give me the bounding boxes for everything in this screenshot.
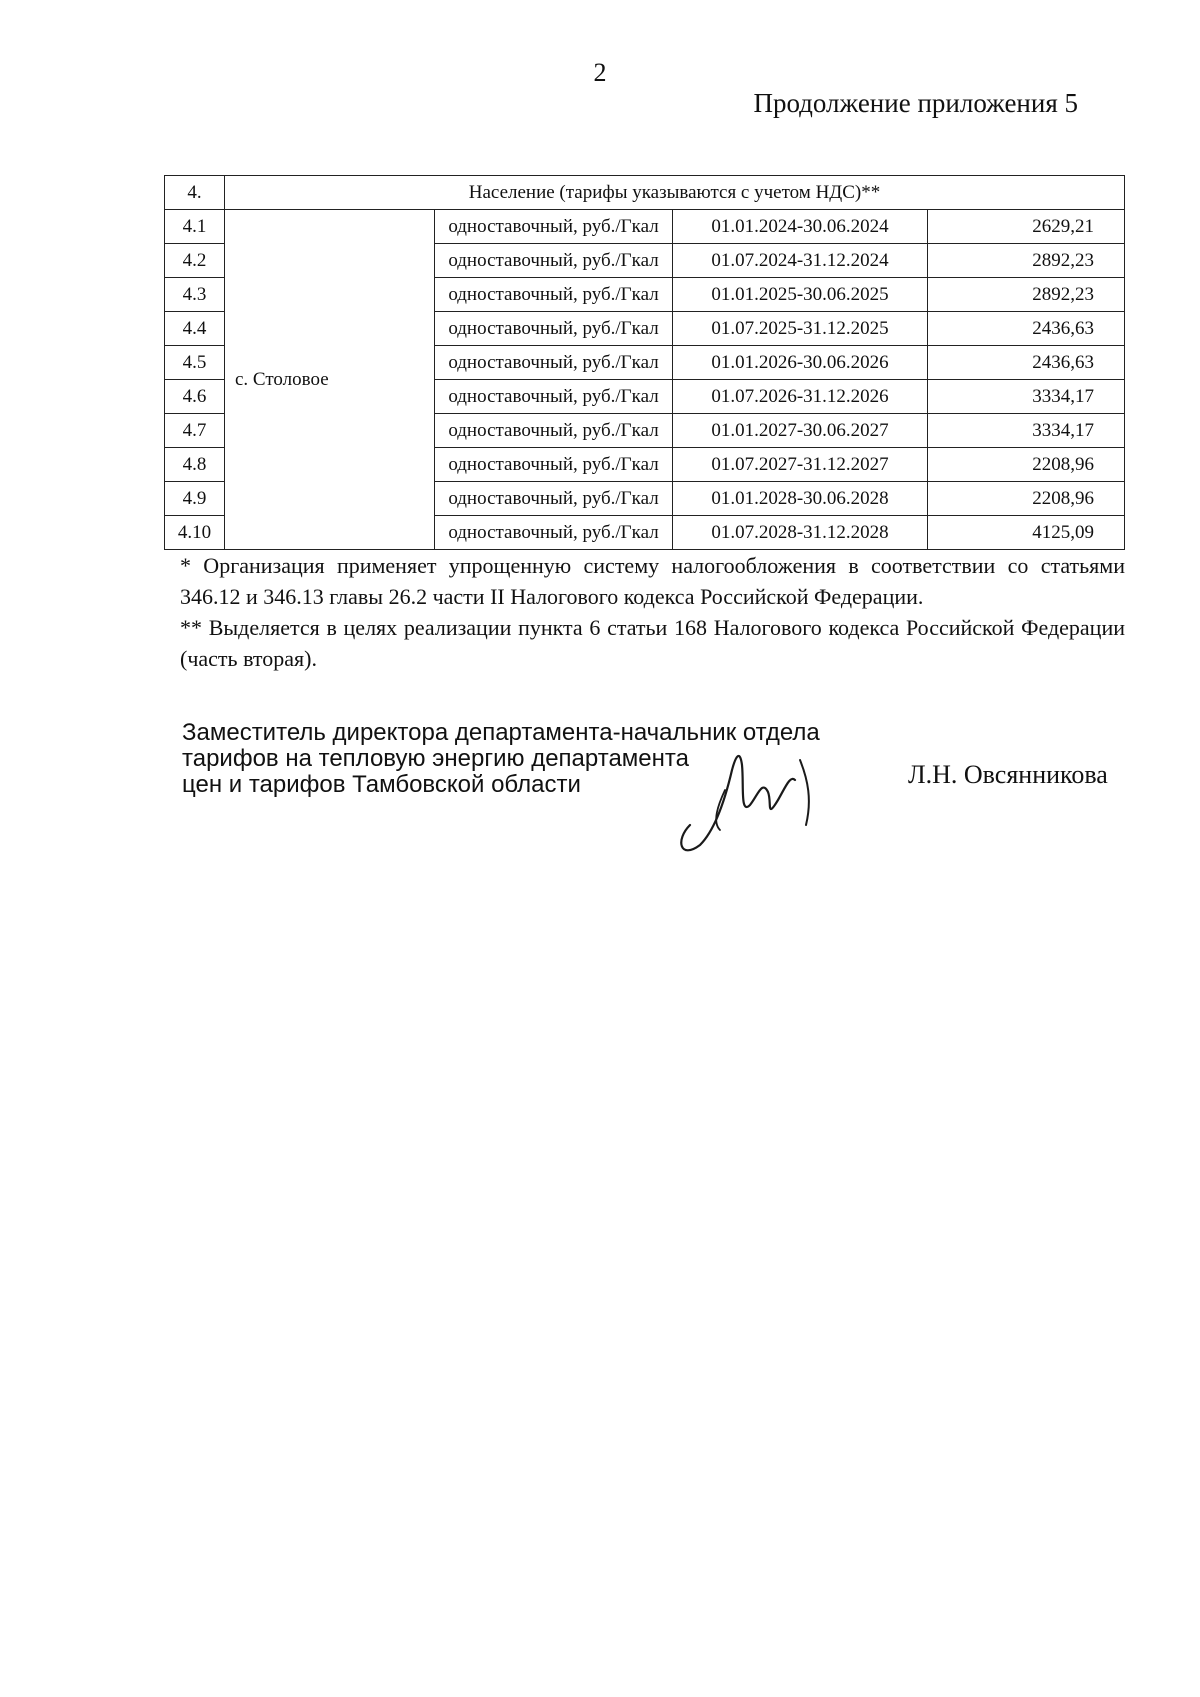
tariff-type: одноставочный, руб./Гкал: [435, 380, 673, 414]
section-header-row: [165, 176, 1125, 210]
table-row: [165, 210, 1125, 244]
footnote-tax-system: * Организация применяет упрощенную систему налогообложения в соответствии со статьями 346.12 и 346.13 главы 26.2 части II Налогового кодекса Российской Федерации.: [180, 553, 1125, 609]
position-line-1: Заместитель директора департамента-начальник отдела: [182, 719, 820, 746]
tariff-period: 01.07.2028-31.12.2028: [673, 516, 928, 550]
footnotes: [180, 550, 1125, 674]
position-line-3: цен и тарифов Тамбовской области: [182, 771, 581, 798]
tariff-value: 2208,96: [928, 448, 1125, 482]
tariff-value: 2892,23: [928, 278, 1125, 312]
tariff-value: 2629,21: [928, 210, 1125, 244]
tariff-value: 3334,17: [928, 380, 1125, 414]
tariff-period: 01.01.2027-30.06.2027: [673, 414, 928, 448]
tariff-period: 01.01.2026-30.06.2026: [673, 346, 928, 380]
tariff-period: 01.07.2026-31.12.2026: [673, 380, 928, 414]
tariff-value: 2892,23: [928, 244, 1125, 278]
section-number: 4.: [165, 176, 225, 210]
tariff-period: 01.01.2025-30.06.2025: [673, 278, 928, 312]
row-number: 4.10: [165, 516, 225, 550]
tariff-type: одноставочный, руб./Гкал: [435, 448, 673, 482]
tariff-type: одноставочный, руб./Гкал: [435, 482, 673, 516]
footnote-vat: ** Выделяется в целях реализации пункта 6 статьи 168 Налогового кодекса Российской Федерации (часть вторая).: [180, 615, 1125, 671]
row-number: 4.3: [165, 278, 225, 312]
tariff-period: 01.07.2027-31.12.2027: [673, 448, 928, 482]
tariff-value: 2436,63: [928, 346, 1125, 380]
tariff-type: одноставочный, руб./Гкал: [435, 346, 673, 380]
tariff-type: одноставочный, руб./Гкал: [435, 414, 673, 448]
tariff-value: 2208,96: [928, 482, 1125, 516]
signer-name: Л.Н. Овсянникова: [908, 760, 1108, 789]
page-number: 2: [593, 58, 607, 87]
row-number: 4.4: [165, 312, 225, 346]
section-title: Население (тарифы указываются с учетом НДС)**: [225, 176, 1125, 210]
tariff-value: 3334,17: [928, 414, 1125, 448]
tariff-period: 01.01.2024-30.06.2024: [673, 210, 928, 244]
position-line-2: тарифов на тепловую энергию департамента: [182, 745, 689, 772]
row-number: 4.1: [165, 210, 225, 244]
row-number: 4.9: [165, 482, 225, 516]
row-number: 4.6: [165, 380, 225, 414]
row-number: 4.5: [165, 346, 225, 380]
tariff-type: одноставочный, руб./Гкал: [435, 278, 673, 312]
tariff-value: 2436,63: [928, 312, 1125, 346]
tariff-value: 4125,09: [928, 516, 1125, 550]
handwritten-signature: [670, 730, 840, 860]
row-number: 4.7: [165, 414, 225, 448]
continuation-title: Продолжение приложения 5: [753, 88, 1078, 118]
tariff-table-body: [165, 176, 1125, 550]
tariff-period: 01.01.2028-30.06.2028: [673, 482, 928, 516]
tariff-type: одноставочный, руб./Гкал: [435, 312, 673, 346]
row-number: 4.2: [165, 244, 225, 278]
tariff-period: 01.07.2024-31.12.2024: [673, 244, 928, 278]
tariff-type: одноставочный, руб./Гкал: [435, 516, 673, 550]
tariff-period: 01.07.2025-31.12.2025: [673, 312, 928, 346]
row-number: 4.8: [165, 448, 225, 482]
settlement-name: с. Столовое: [225, 210, 435, 550]
tariff-type: одноставочный, руб./Гкал: [435, 244, 673, 278]
tariff-table: [164, 175, 1125, 550]
tariff-type: одноставочный, руб./Гкал: [435, 210, 673, 244]
